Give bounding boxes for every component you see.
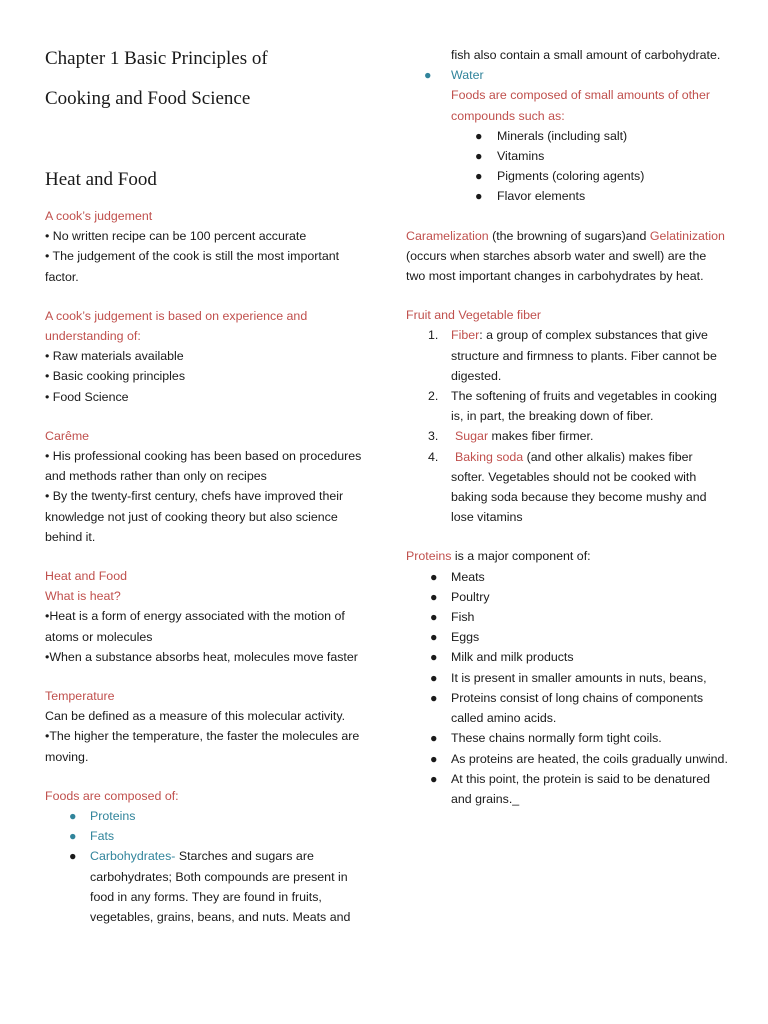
based-heading: A cook’s judgement is based on experience and understanding of:: [45, 308, 308, 344]
list-item: [406, 627, 728, 647]
baking-soda-term: Baking soda: [455, 449, 524, 464]
temperature-point-2: •The higher the temperature, the faster the molecules are moving.: [45, 729, 360, 764]
bullet-icon: ●: [430, 670, 438, 685]
bullet-icon: ●: [430, 731, 438, 746]
heat-point-1: •Heat is a form of energy associated with the motion of atoms or molecules: [45, 609, 345, 644]
pigments-item: Pigments (coloring agents): [497, 169, 645, 184]
bullet-icon: ●: [430, 630, 438, 645]
fiber-term: Fiber: [451, 328, 480, 343]
list-item: [406, 668, 728, 688]
bullet-icon: ●: [475, 189, 483, 204]
protein-item-text: Eggs: [451, 630, 480, 645]
carbohydrate-continued: fish also contain a small amount of carbohydrate.: [451, 48, 721, 62]
based-point-3: • Food Science: [45, 389, 129, 404]
compounds-list: [406, 126, 728, 207]
temperature-heading: Temperature: [45, 689, 115, 704]
right-body: [406, 45, 728, 809]
list-item: [406, 647, 728, 667]
softening-text: The softening of fruits and vegetables in cooking is, in part, the breaking down of fiber.: [451, 389, 717, 424]
protein-item-text: Proteins consist of long chains of components called amino acids.: [451, 690, 704, 726]
bullet-icon: ●: [69, 829, 77, 844]
bullet-icon: ●: [475, 149, 483, 164]
title-line-2: Cooking and Food Science: [45, 88, 251, 109]
list-item: [406, 587, 728, 607]
water-label: Water: [451, 68, 484, 83]
vitamins-item: Vitamins: [497, 149, 545, 164]
list-item: [45, 846, 367, 927]
flavor-item: Flavor elements: [497, 189, 586, 204]
list-item: [406, 728, 728, 748]
list-item: [45, 806, 367, 826]
list-item: [406, 607, 728, 627]
list-item: [406, 567, 728, 587]
item-number: 4.: [428, 449, 439, 464]
list-item: [406, 65, 728, 126]
bullet-icon: ●: [475, 128, 483, 143]
foods-heading: Foods are composed of:: [45, 788, 179, 803]
bullet-icon: ●: [430, 751, 438, 766]
bullet-icon: ●: [430, 690, 438, 705]
fiber-text: : a group of complex substances that give structure and firmness to plants. Fiber cannot be digested.: [451, 328, 717, 383]
what-is-heat-heading: What is heat?: [45, 589, 121, 604]
bullet-icon: ●: [430, 569, 438, 584]
list-item: [406, 688, 728, 728]
list-item: [406, 386, 728, 426]
bullet-icon: ●: [69, 809, 77, 824]
bullet-icon: ●: [430, 610, 438, 625]
protein-item-text: Milk and milk products: [451, 650, 574, 665]
protein-item-text: Fish: [451, 610, 475, 625]
minerals-item: Minerals (including salt): [497, 128, 628, 143]
section-heading: Heat and Food: [45, 169, 157, 190]
protein-item-text: As proteins are heated, the coils gradually unwind.: [451, 751, 728, 766]
bullet-icon: ●: [475, 169, 483, 184]
careme-point-1: • His professional cooking has been based on procedures and methods rather than only on recipes: [45, 449, 362, 484]
temperature-point-1: Can be defined as a measure of this molecular activity.: [45, 709, 346, 724]
item-number: 1.: [428, 328, 439, 343]
proteins-paragraph: [406, 546, 728, 566]
list-item: [406, 166, 728, 186]
proteins-text: is a major component of:: [451, 549, 591, 564]
foods-list: [45, 806, 367, 927]
item-number: 2.: [428, 389, 439, 404]
list-item: [406, 126, 728, 146]
judgement-point-1: • No written recipe can be 100 percent accurate: [45, 229, 307, 244]
gelatinization-text: (occurs when starches absorb water and swell) are the two most important changes in carbohydrates by heat.: [406, 248, 707, 284]
based-point-1: • Raw materials available: [45, 349, 184, 364]
list-item: [406, 769, 728, 809]
sugar-text: makes fiber firmer.: [488, 429, 594, 444]
list-item: [406, 325, 728, 386]
bullet-icon: ●: [430, 589, 438, 604]
left-body: [45, 206, 367, 927]
item-number: 3.: [428, 429, 439, 444]
baking-soda-text: (and other alkalis) makes fiber softer. Vegetables should not be cooked with baking soda because they become mushy and lose vitamins: [451, 449, 707, 525]
caramelization-paragraph: [406, 226, 728, 287]
protein-item-text: Meats: [451, 569, 485, 584]
caramelization-term: Caramelization: [406, 228, 489, 243]
carbohydrates-text: Starches and sugars are carbohydrates; Both compounds are present in food in any forms. They are found in fruits, vegetables, grains, beans, and nuts. Meats and: [90, 849, 351, 925]
careme-point-2: • By the twenty-first century, chefs have improved their knowledge not just of cooking theory but also science behind it.: [45, 489, 344, 544]
water-text: Foods are composed of small amounts of other compounds such as:: [451, 88, 710, 123]
list-item: [406, 186, 728, 206]
title-line-1: Chapter 1 Basic Principles of: [45, 48, 268, 69]
proteins-label: Proteins: [90, 809, 136, 824]
careme-heading: Carême: [45, 428, 90, 443]
fats-label: Fats: [90, 829, 115, 844]
heat-food-heading: Heat and Food: [45, 569, 127, 584]
list-item: [45, 826, 367, 846]
list-item: [406, 447, 728, 528]
list-item: [406, 426, 728, 446]
carbohydrates-label: Carbohydrates-: [90, 849, 176, 864]
heat-point-2: •When a substance absorbs heat, molecules move faster: [45, 649, 358, 664]
list-item: [406, 146, 728, 166]
protein-item-text: These chains normally form tight coils.: [451, 731, 662, 746]
proteins-list: [406, 567, 728, 809]
bullet-icon: ●: [430, 650, 438, 665]
protein-item-text: Poultry: [451, 589, 490, 604]
judgement-heading: A cook’s judgement: [45, 209, 153, 223]
fiber-heading: Fruit and Vegetable fiber: [406, 308, 542, 323]
based-point-2: • Basic cooking principles: [45, 369, 186, 384]
bullet-icon: ●: [424, 68, 432, 83]
protein-item-text: It is present in smaller amounts in nuts, beans,: [451, 670, 707, 685]
list-item: [406, 749, 728, 769]
protein-item-text: At this point, the protein is said to be denatured and grains._: [451, 771, 710, 806]
proteins-term: Proteins: [406, 549, 452, 564]
gelatinization-term: Gelatinization: [649, 228, 725, 243]
caramelization-text: (the browning of sugars)and: [488, 228, 650, 243]
judgement-point-2: • The judgement of the cook is still the most important factor.: [45, 249, 340, 284]
water-list: [406, 65, 728, 126]
bullet-icon: ●: [69, 849, 77, 864]
sugar-term: Sugar: [455, 429, 489, 444]
fiber-list: [406, 325, 728, 527]
bullet-icon: ●: [430, 771, 438, 786]
